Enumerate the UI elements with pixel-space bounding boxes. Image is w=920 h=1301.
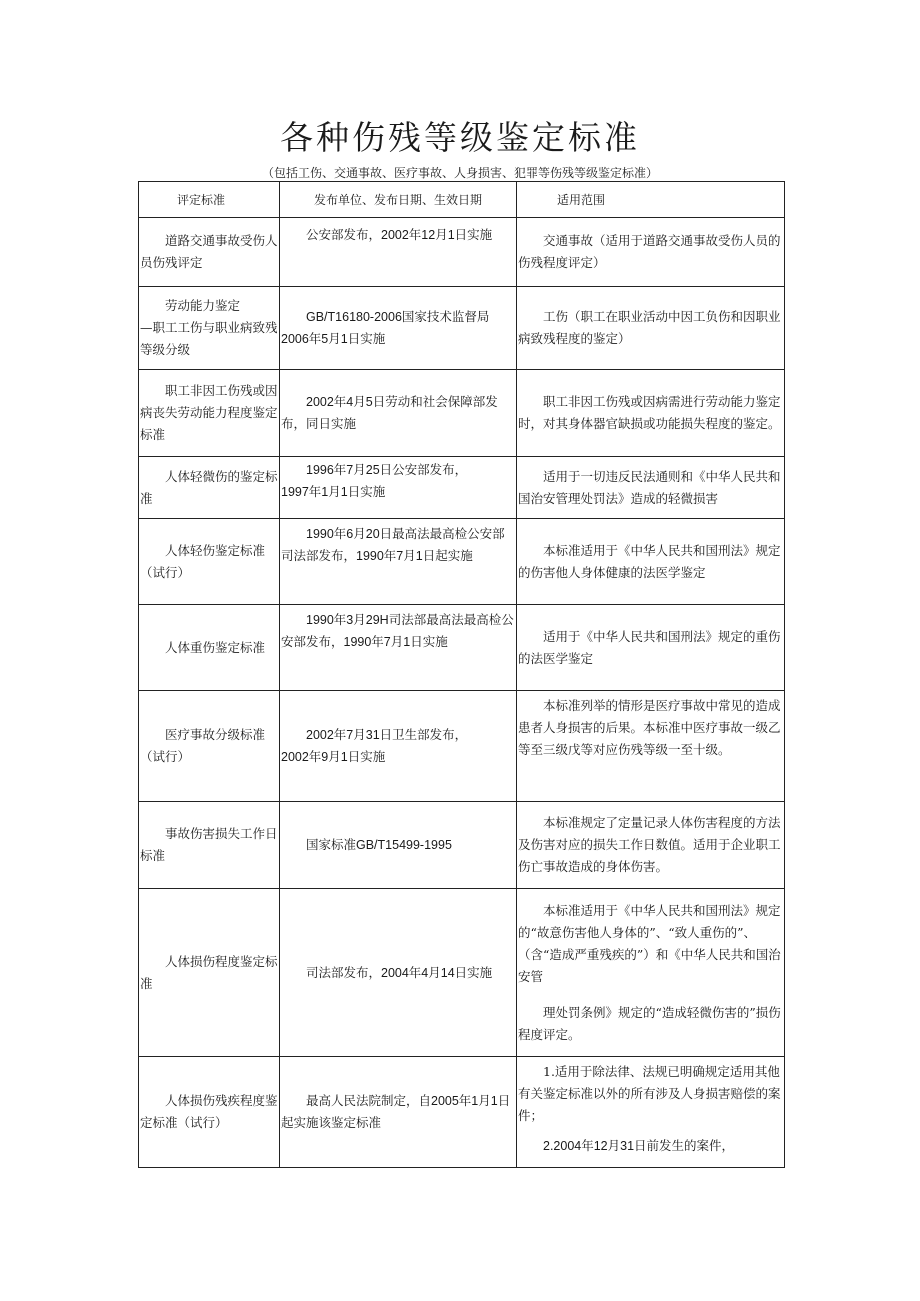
cell-standard bbox=[139, 457, 280, 519]
cell-text: 人体损伤残疾程度鉴定标准（试行） bbox=[140, 1093, 278, 1130]
page-subtitle: （包括工伤、交通事故、医疗事故、人身损害、犯罪等伤残等级鉴定标准） bbox=[261, 166, 658, 180]
cell-issuer bbox=[280, 218, 517, 287]
cell-text: 适用于一切违反民法通则和《中华人民共和国治安管理处罚法》造成的轻微损害 bbox=[518, 468, 781, 506]
table-row bbox=[139, 218, 785, 287]
cell-scope bbox=[517, 370, 785, 457]
table-row bbox=[139, 691, 785, 802]
table-row bbox=[139, 605, 785, 691]
cell-issuer bbox=[280, 287, 517, 370]
cell-text: 本标准列举的情形是医疗事故中常见的造成患者人身损害的后果。本标准中医疗事故一级乙等至三级戊等对应伤残等级一至十级。 bbox=[518, 698, 781, 757]
cell-text: 1997年1月1日实施 bbox=[281, 485, 386, 499]
cell-text: 理处罚条例》规定的“造成轻微伤害的”损伤程度评定。 bbox=[518, 1004, 781, 1042]
cell-scope bbox=[517, 605, 785, 691]
cell-text: 1996年7月25日公安部发布， bbox=[306, 463, 468, 477]
cell-scope bbox=[517, 287, 785, 370]
cell-issuer bbox=[280, 370, 517, 457]
cell-scope bbox=[517, 1057, 785, 1168]
cell-text: 工伤（职工在职业活动中因工负伤和因职业病致残程度的鉴定） bbox=[518, 309, 781, 346]
cell-text: 国家标准GB/T15499-1995 bbox=[306, 838, 452, 852]
table-header-row bbox=[139, 182, 785, 218]
cell-text: 交通事故（适用于道路交通事故受伤人员的伤残程度评定） bbox=[518, 233, 781, 270]
table-row bbox=[139, 457, 785, 519]
cell-text: 2.2004年12月31日前发生的案件， bbox=[543, 1139, 735, 1153]
cell-text: —职工工伤与职业病致残等级分级 bbox=[140, 320, 278, 357]
cell-standard bbox=[139, 519, 280, 605]
cell-issuer bbox=[280, 691, 517, 802]
table-row bbox=[139, 1057, 785, 1168]
table-row bbox=[139, 287, 785, 370]
page-title: 各种伤残等级鉴定标准 bbox=[280, 118, 640, 157]
cell-scope bbox=[517, 802, 785, 889]
cell-text: 人体轻伤鉴定标准（试行） bbox=[140, 542, 266, 580]
cell-text: 1990年3月29H司法部最高法最高检公安部发布，1990年7月1日实施 bbox=[281, 613, 514, 649]
standards-table bbox=[138, 181, 785, 1168]
cell-text: 道路交通事故受伤人员伤残评定 bbox=[140, 233, 278, 270]
cell-issuer bbox=[280, 605, 517, 691]
cell-text: 人体重伤鉴定标准 bbox=[165, 639, 266, 655]
cell-text: 劳动能力鉴定 bbox=[165, 298, 241, 313]
header-issuer: 发布单位、发布日期、生效日期 bbox=[280, 182, 517, 218]
cell-text: 1990年6月20日最高法最高检公安部司法部发布，1990年7月1日起实施 bbox=[281, 527, 505, 563]
cell-text: 人体轻微伤的鉴定标准 bbox=[140, 468, 278, 506]
cell-text: 医疗事故分级标准（试行） bbox=[140, 727, 266, 764]
table-row bbox=[139, 889, 785, 1057]
cell-text: 1.适用于除法律、法规已明确规定适用其他有关鉴定标准以外的所有涉及人身损害赔偿的案件； bbox=[518, 1064, 781, 1123]
cell-standard bbox=[139, 605, 280, 691]
cell-text: 本标准适用于《中华人民共和国刑法》规定的“故意伤害他人身体的”、“致人重伤的”、（含“造成严重残疾的”）和《中华人民共和国治安管 bbox=[518, 902, 781, 984]
cell-text: 2002年4月5日劳动和社会保障部发布，同日实施 bbox=[281, 395, 498, 431]
cell-text: 人体损伤程度鉴定标准 bbox=[140, 953, 278, 991]
cell-scope bbox=[517, 218, 785, 287]
cell-standard bbox=[139, 1057, 280, 1168]
cell-text: 2002年9月1日实施 bbox=[281, 750, 386, 764]
cell-standard bbox=[139, 218, 280, 287]
header-scope: 适用范围 bbox=[517, 182, 785, 218]
cell-standard bbox=[139, 287, 280, 370]
cell-scope bbox=[517, 889, 785, 1057]
cell-text: 职工非因工伤残或因病需进行劳动能力鉴定时，对其身体器官缺损或功能损失程度的鉴定。 bbox=[518, 394, 781, 431]
cell-standard bbox=[139, 889, 280, 1057]
cell-text: 司法部发布，2004年4月14日实施 bbox=[306, 965, 493, 980]
cell-text: 公安部发布，2002年12月1日实施 bbox=[306, 228, 493, 242]
cell-scope bbox=[517, 519, 785, 605]
cell-standard bbox=[139, 802, 280, 889]
table-row bbox=[139, 519, 785, 605]
header-standard: 评定标准 bbox=[139, 182, 280, 218]
cell-scope bbox=[517, 691, 785, 802]
cell-text: GB/T16180-2006国家技术监督局2006年5月1日实施 bbox=[281, 310, 490, 346]
cell-text: 适用于《中华人民共和国刑法》规定的重伤的法医学鉴定 bbox=[518, 628, 781, 666]
table-row bbox=[139, 802, 785, 889]
cell-text: 本标准适用于《中华人民共和国刑法》规定的伤害他人身体健康的法医学鉴定 bbox=[518, 542, 781, 580]
cell-issuer bbox=[280, 802, 517, 889]
cell-issuer bbox=[280, 1057, 517, 1168]
cell-issuer bbox=[280, 889, 517, 1057]
cell-text: 职工非因工伤残或因病丧失劳动能力程度鉴定标准 bbox=[140, 383, 278, 442]
cell-issuer bbox=[280, 519, 517, 605]
cell-standard bbox=[139, 370, 280, 457]
table-row bbox=[139, 370, 785, 457]
cell-issuer bbox=[280, 457, 517, 519]
cell-text: 2002年7月31日卫生部发布， bbox=[306, 728, 468, 742]
cell-text: 本标准规定了定量记录人体伤害程度的方法及伤害对应的损失工作日数值。适用于企业职工伤亡事故造成的身体伤害。 bbox=[518, 815, 781, 874]
cell-text: 事故伤害损失工作日标准 bbox=[140, 826, 278, 863]
cell-standard bbox=[139, 691, 280, 802]
cell-text: 最高人民法院制定，自2005年1月1日起实施该鉴定标准 bbox=[281, 1094, 511, 1130]
cell-scope bbox=[517, 457, 785, 519]
